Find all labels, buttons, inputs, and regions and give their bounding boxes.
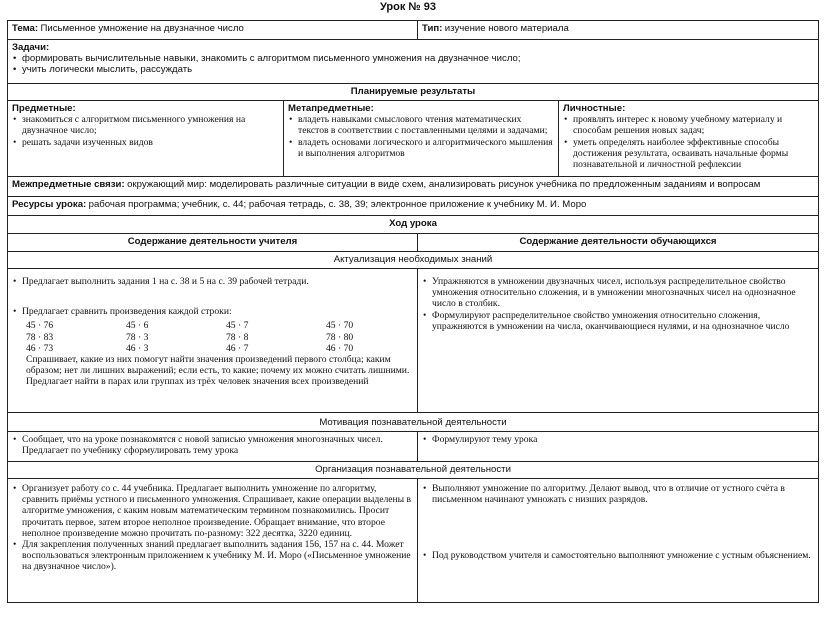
product: 78 · 3 [126, 331, 149, 343]
personal-results [559, 101, 818, 176]
product: 78 · 8 [226, 331, 249, 343]
teacher-header: Содержание деятельности учителя [8, 234, 418, 251]
meta-label: Метапредметные: [288, 103, 374, 114]
activity-headers [8, 234, 818, 252]
stage3-teacher-item: • Организует работу со с. 44 учебника. Предлагает выполнить умножение по алгоритму, сравнить приёмы устного и письменного умножения. Спрашивает, какие операции выделены в алгоритме умножения, с каким новым математическим термином познакомились. Просит прочитать первое, затем второе неполное произведение. Обращает внимание, что второе неполное произведение можно прочитать по-разному: 322 десятка, 3220 единиц. [12, 483, 413, 539]
planned-results-title: Планируемые результаты [350, 86, 476, 97]
subject-results [8, 101, 284, 176]
stage3-student-item: • Выполняют умножение по алгоритму. Делают вывод, что в отличие от устного счёта в письменном начинают умножать с низших разрядов. [422, 483, 814, 505]
stage3-teacher [8, 479, 418, 602]
stage1-title: Актуализация необходимых знаний [333, 254, 493, 265]
product: 46 · 7 [226, 342, 249, 354]
meta-item: • владеть основами логического и алгоритмического мышления и выполнения алгоритмов [288, 137, 554, 159]
resources-row [8, 197, 818, 216]
topic-value: Письменное умножение на двузначное число [40, 23, 244, 34]
stage3-title: Организация познавательной деятельности [315, 464, 511, 475]
stage1-content [8, 269, 818, 413]
interdisciplinary-row [8, 177, 818, 197]
personal-item: • проявлять интерес к новому учебному материалу и способам решения новых задач; [563, 114, 814, 136]
stage3-content [8, 479, 818, 602]
product: 78 · 83 [26, 331, 54, 343]
stage2-teacher [8, 432, 418, 461]
personal-item: • уметь определять наиболее эффективные способы достижения результата, осваивать начальные формы познавательной и личностной рефлексии [563, 137, 814, 171]
stage1-teacher-text: Спрашивает, какие из них помогут найти значения произведений первого столбца; каким образом; нет ли лишних выражений; если есть, то какие; почему их можно считать лишними. Предлагает найти в парах или группах из трёх человек значения всех произведений [26, 354, 410, 388]
meta-results [284, 101, 559, 176]
subject-label: Предметные: [12, 103, 76, 114]
resources-value: рабочая программа; учебник, с. 44; рабочая тетрадь, с. 38, 39; электронное приложение к учебнику М. И. Моро [88, 199, 587, 210]
stage2-student-item: • Формулируют тему урока [422, 434, 814, 445]
product: 45 · 70 [326, 320, 354, 332]
stage1-title-row [8, 252, 818, 269]
type-label: Тип: [422, 23, 443, 34]
resources-cell [8, 197, 818, 215]
product: 45 · 76 [26, 320, 54, 332]
resources-label: Ресурсы урока: [12, 199, 87, 210]
stage1-student-item: • Формулируют распределительное свойство умножения относительно сложения, упражняются в умножении на числа, оканчивающиеся нулями, и на однозначное число [422, 310, 814, 332]
stage2-teacher-item: • Сообщает, что на уроке познакомятся с новой записью умножения многозначных чисел. Предлагает по учебнику сформулировать тему урока [12, 434, 413, 456]
subject-item: • знакомиться с алгоритмом письменного умножения на двузначное число; [12, 114, 279, 136]
topic-label: Тема: [12, 23, 39, 34]
lesson-flow-header [8, 216, 818, 234]
stage1-student-item: • Упражняются в умножении двузначных чисел, используя распределительное свойство умножения относительно сложения, и в умножении многозначных чисел на однозначное число в столбик. [422, 276, 814, 310]
stage2-content [8, 432, 818, 462]
student-header: Содержание деятельности обучающихся [519, 236, 717, 247]
stage1-teacher [8, 269, 418, 412]
interdisciplinary-label: Межпредметные связи: [12, 179, 125, 190]
subject-item: • решать задачи изученных видов [12, 137, 279, 148]
lesson-table [7, 20, 819, 603]
stage3-teacher-item: • Для закрепления полученных знаний предлагает выполнить задания 156, 157 на с. 44. Может воспользоваться электронным приложением к учебнику М. И. Моро («Письменное умножение на двузначное число»). [12, 539, 413, 573]
meta-item: • владеть навыками смыслового чтения математических текстов в соответствии с поставленными целями и задачами; [288, 114, 554, 136]
tasks-cell [8, 40, 818, 83]
lesson-flow-title: Ход урока [389, 218, 437, 229]
stage2-student [418, 432, 818, 461]
interdisciplinary-value: окружающий мир: моделировать различные ситуации в виде схем, анализировать рисунок учебника по предложенным заданиям и вопросам [127, 179, 761, 190]
stage1-student [418, 269, 818, 412]
lesson-number: Урок № 93 [380, 1, 436, 13]
product: 45 · 6 [126, 320, 149, 332]
type-value: изучение нового материала [444, 23, 569, 34]
product: 46 · 3 [126, 342, 149, 354]
type-cell [418, 21, 818, 39]
stage3-student [418, 479, 818, 602]
product: 46 · 70 [326, 342, 354, 354]
task-item: • учить логически мыслить, рассуждать [12, 64, 814, 75]
product: 45 · 7 [226, 320, 249, 332]
personal-label: Личностные: [563, 103, 626, 114]
stage1-teacher-item: • Предлагает выполнить задания 1 на с. 38 и 5 на с. 39 рабочей тетради. [12, 276, 413, 287]
tasks-label: Задачи: [12, 42, 50, 53]
tasks-row [8, 40, 818, 84]
task-item: • формировать вычислительные навыки, знакомить с алгоритмом письменного умножения на двузначное число; [12, 53, 814, 64]
stage2-title: Мотивация познавательной деятельности [319, 417, 507, 428]
products-grid [26, 320, 413, 354]
product: 46 · 73 [26, 342, 54, 354]
stage3-student-item: • Под руководством учителя и самостоятельно выполняют умножение с устным объяснением. [422, 550, 814, 561]
interdisciplinary-cell [8, 177, 818, 196]
topic-cell [8, 21, 418, 39]
stage1-teacher-item: • Предлагает сравнить произведения каждой строки: [12, 306, 413, 317]
topic-row [8, 21, 818, 40]
results-row [8, 101, 818, 177]
planned-results-header [8, 84, 818, 101]
stage3-title-row [8, 462, 818, 479]
stage2-title-row [8, 413, 818, 432]
product: 78 · 80 [326, 331, 354, 343]
